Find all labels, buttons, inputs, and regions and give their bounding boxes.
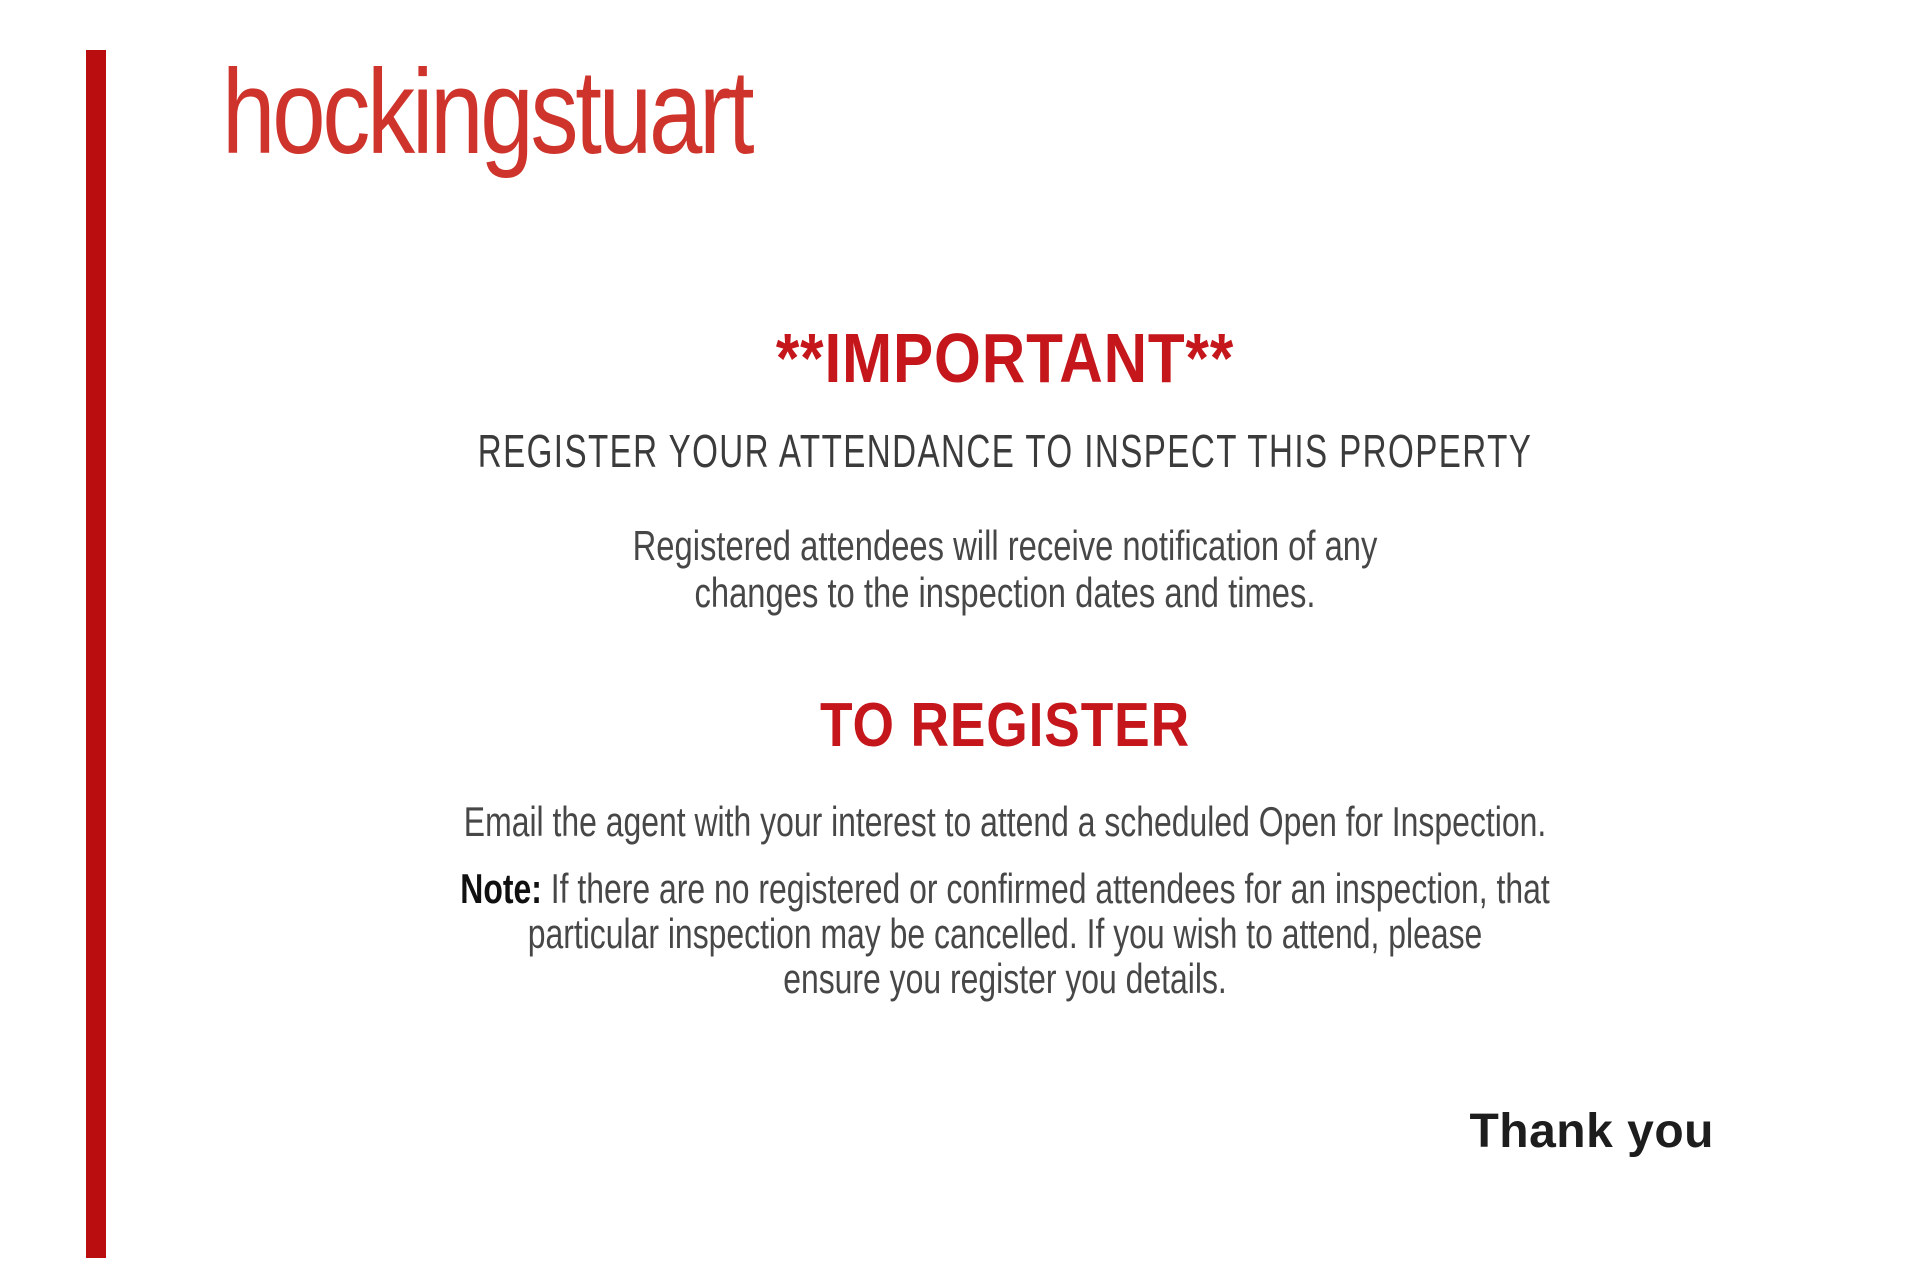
note-line3: ensure you register you details.	[783, 955, 1227, 1002]
notification-info-line1: Registered attendees will receive notification of any	[632, 522, 1378, 569]
note-paragraph	[310, 866, 1701, 1001]
register-attendance-line: REGISTER YOUR ATTENDANCE TO INSPECT THIS PROPERTY	[477, 425, 1533, 477]
important-heading: **IMPORTANT**	[775, 319, 1235, 397]
to-register-heading: TO REGISTER	[820, 691, 1190, 760]
notification-info	[291, 522, 1718, 616]
note-line1-text: If there are no registered or confirmed attendees for an inspection, that	[541, 865, 1550, 912]
note-line1	[310, 866, 1701, 911]
hockingstuart-logo: hockingstuart	[222, 45, 752, 179]
thank-you-text: Thank you	[1469, 1105, 1714, 1158]
note-line2: particular inspection may be cancelled. If you wish to attend, please	[527, 910, 1483, 957]
notification-info-line2: changes to the inspection dates and times.	[694, 569, 1316, 616]
notice-body	[90, 0, 1920, 1280]
email-instruction: Email the agent with your interest to attend a scheduled Open for Inspection.	[463, 798, 1547, 845]
note-label: Note:	[460, 865, 542, 912]
